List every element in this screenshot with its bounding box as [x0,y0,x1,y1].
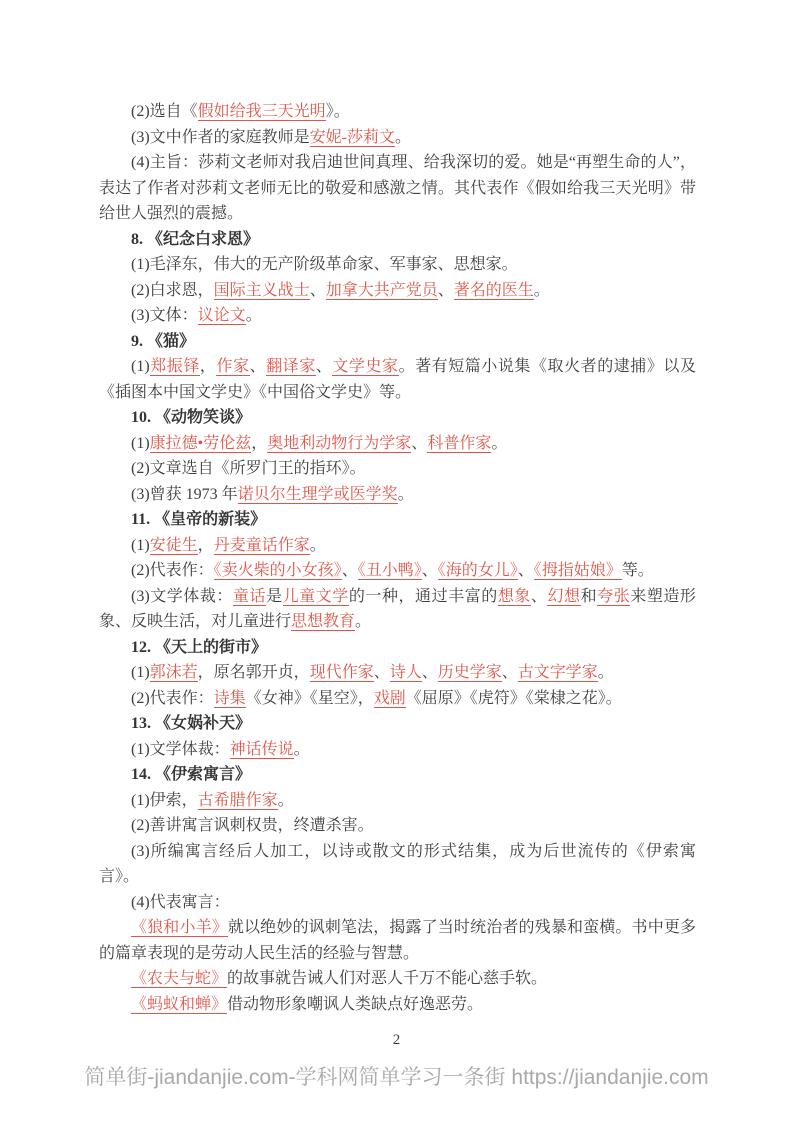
text-run: 借动物形象嘲讽人类缺点好逸恶劳。 [227,995,484,1013]
paragraph [99,686,696,712]
highlighted-term: 幻想 [547,587,581,605]
text-run: 等。 [621,562,654,579]
text-run: 。 [245,307,262,324]
text-run: 、 [517,562,534,579]
highlighted-term: 古希腊作家 [197,791,278,809]
text-run: 11. 《皇帝的新装》 [131,511,267,528]
highlighted-term: 神话传说 [229,740,294,758]
paragraph [99,813,696,839]
text-run: (2)选自《 [131,103,198,120]
text-run: (1)文学体裁： [131,740,230,758]
text-run: 。 [293,740,310,758]
highlighted-term: 《丑小鸭》 [357,562,422,579]
paragraph [99,278,696,304]
text-run: 《女神》《星空》， [245,689,374,707]
text-run: 和 [580,587,598,605]
paragraph [99,354,696,405]
text-run: 14. 《伊索寓言》 [131,766,252,783]
text-run: 8. 《纪念白求恩》 [131,230,260,248]
text-run: 、 [309,281,326,299]
section-heading [99,711,696,737]
text-run: (1)伊索， [131,791,198,809]
highlighted-term: 丹麦童话作家 [213,536,310,554]
text-run: (1) [131,664,150,681]
highlighted-term: 历史学家 [437,664,502,681]
highlighted-term: 《拇指姑娘》 [533,562,622,579]
text-run: (2)代表作： [131,562,214,579]
paragraph [99,303,696,329]
highlighted-term: 著名的医生 [453,281,534,299]
highlighted-term: 文学史家 [332,358,399,375]
paragraph [99,252,696,278]
highlighted-term: 假如给我三天光明 [197,103,326,120]
text-run: ， [251,434,268,452]
text-run: 9. 《猫》 [131,332,196,350]
paragraph [99,890,696,916]
footer-watermark: 简单街-jiandanjie.com-学科网简单学习一条街 https://jiandanjie.com [84,1066,709,1089]
text-run: (1) [131,434,150,452]
text-run: 、 [421,664,438,681]
section-heading [99,635,696,661]
text-run: ，原名郭开贞， [197,664,310,681]
highlighted-term: 国际主义战士 [213,281,310,299]
text-run: 的故事就告诫人们对恶人千万不能心慈手软。 [227,970,548,987]
highlighted-term: 思想教育 [291,613,356,630]
highlighted-term: 作家 [216,358,250,375]
highlighted-term: 儿童文学 [282,587,349,605]
paragraph [99,915,696,966]
text-run: 、 [501,664,518,681]
text-run: 、 [530,587,548,605]
text-run: (2)代表作： [131,689,214,707]
paragraph [99,99,696,125]
paragraph [99,660,696,686]
paragraph [99,456,696,482]
highlighted-term: 《狼和小羊》 [131,919,228,936]
paragraph [99,788,696,814]
paragraph [99,966,696,992]
text-run: (3)文中作者的家庭教师是 [131,128,310,146]
section-heading [99,405,696,431]
text-run: 、 [315,358,333,375]
highlighted-term: 郑振铎 [149,358,200,375]
text-run: 》。 [325,103,350,120]
highlighted-term: 《海的女儿》 [437,562,518,579]
text-run: 10. 《动物笑谈》 [131,409,252,426]
text-run: 就以绝妙的讽刺笔法，揭露了当时统治者的残暴和蛮横。书中更多的篇章表现的是劳动人民生活的经验与智慧。 [99,919,696,962]
paragraph [99,737,696,763]
text-run: (3)文体： [131,307,198,324]
text-run: 。 [397,485,414,503]
text-run: (1) [131,358,150,375]
highlighted-term: 现代作家 [309,664,374,681]
text-run: ， [197,536,214,554]
text-run: (2)文章选自《所罗门王的指环》。 [131,460,366,477]
highlighted-term: 科普作家 [427,434,492,452]
text-run: (1)毛泽东，伟大的无产阶级革命家、军事家、思想家。 [131,256,518,273]
text-run: (3)曾获 1973 年 [131,485,238,503]
highlighted-term: 《农夫与蛇》 [131,970,228,987]
paragraph [99,125,696,151]
document-body [99,99,696,1017]
highlighted-term: 诺贝尔生理学或医学奖 [237,485,398,503]
highlighted-term: 安徒生 [149,536,198,554]
text-run: 、 [411,434,428,452]
section-heading [99,507,696,533]
highlighted-term: 诗集 [213,689,246,707]
paragraph [99,558,696,584]
text-run: (2)白求恩， [131,281,214,299]
section-heading [99,329,696,355]
text-run: 。著有短篇小说集《取火者的逮捕》以及《插图本中国文学史》《中国俗文学史》等。 [99,358,696,401]
text-run: 来塑造形象、反映生活，对儿童进行 [99,587,696,630]
paragraph [99,584,696,635]
text-run: (2)善讲寓言讽刺权贵，终遭杀害。 [131,817,374,834]
text-run: 。 [355,613,372,630]
paragraph [99,839,696,890]
text-run: (4)主旨：莎莉文老师对我启迪世间真理、给我深切的爱。她是“再塑生命的人”，表达了作者对莎莉文老师无比的敬爱和感激之情。其代表作《假如给我三天光明》带给世人强烈的震撼。 [99,154,696,222]
text-run: 、 [249,358,267,375]
text-run: 、 [421,562,438,579]
text-run: 。 [533,281,550,299]
highlighted-term: 古文字学家 [517,664,598,681]
highlighted-term: 夸张 [597,587,631,605]
highlighted-term: 诗人 [389,664,422,681]
section-heading [99,227,696,253]
paragraph [99,992,696,1018]
highlighted-term: 想象 [497,587,531,605]
highlighted-term: 议论文 [197,307,246,324]
highlighted-term: 童话 [232,587,267,605]
section-heading [99,762,696,788]
text-run: 12. 《天上的街市》 [131,638,268,656]
highlighted-term: 加拿大共产党员 [325,281,438,299]
page-number: 2 [392,1032,401,1048]
highlighted-term: 翻译家 [266,358,316,375]
text-run: (3)所编寓言经后人加工，以诗或散文的形式结集，成为后世流传的《伊索寓言》。 [99,842,696,885]
highlighted-term: 《蚂蚁和蝉》 [131,995,228,1013]
highlighted-term: 郭沫若 [149,664,198,681]
text-run: (4)代表寓言： [131,893,230,911]
text-run: 。 [597,664,614,681]
text-run: ， [199,358,217,375]
text-run: 。 [491,434,508,452]
text-run: 。 [277,791,294,809]
text-run: 、 [373,664,390,681]
text-run: 的一种，通过丰富的 [348,587,498,605]
text-run: 《屈原》《虎符》《棠棣之花》。 [405,689,622,707]
highlighted-term: 《卖火柴的小女孩》 [213,562,342,579]
paragraph [99,431,696,457]
highlighted-term: 奥地利动物行为学家 [267,434,412,452]
text-run: 13. 《女娲补天》 [131,715,252,732]
text-run: 、 [437,281,454,299]
highlighted-term: 安妮-莎莉文 [309,128,396,146]
text-run: 、 [341,562,358,579]
highlighted-term: 戏剧 [373,689,406,707]
paragraph [99,533,696,559]
text-run: 。 [395,128,412,146]
highlighted-term: 康拉德•劳伦兹 [149,434,252,452]
text-run: (3)文学体裁： [131,587,233,605]
text-run: (1) [131,536,150,554]
text-run: 是 [266,587,283,605]
paragraph [99,150,696,227]
paragraph [99,482,696,508]
text-run: 。 [309,536,326,554]
